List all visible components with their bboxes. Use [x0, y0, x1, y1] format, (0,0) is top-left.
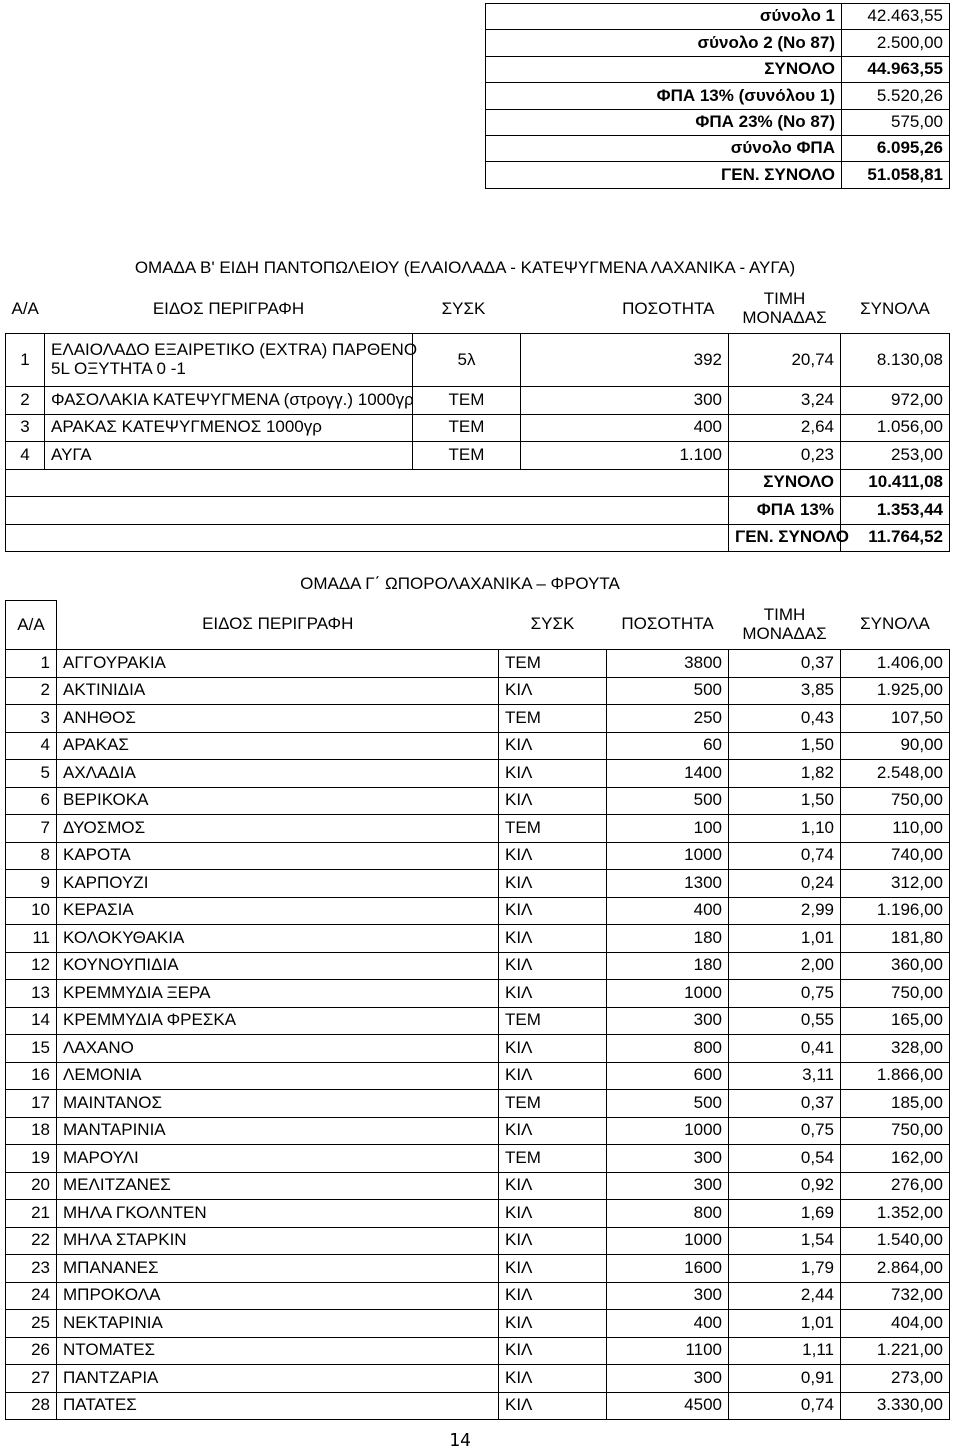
row-index: 1: [6, 334, 45, 387]
row-description: ΒΕΡΙΚΟΚΑ: [57, 787, 499, 815]
row-unit-price: 0,92: [729, 1172, 841, 1200]
row-index: 13: [6, 980, 57, 1008]
row-description: ΚΟΛΟΚΥΘΑΚΙΑ: [57, 925, 499, 953]
row-unit: ΚΙΛ: [499, 925, 607, 953]
totals-value: 1.353,44: [841, 497, 950, 525]
group-g-title: ΟΜΑΔΑ Γ΄ ΩΠΟΡΟΛΑΧΑΝΙΚΑ – ΦΡΟΥΤΑ: [300, 574, 620, 593]
row-unit-price: 1,50: [729, 732, 841, 760]
totals-value: 10.411,08: [841, 469, 950, 497]
row-index: 21: [6, 1200, 57, 1228]
table-row: [6, 677, 950, 705]
row-index: 10: [6, 897, 57, 925]
row-unit: ΚΙΛ: [499, 760, 607, 788]
row-quantity: 500: [607, 677, 729, 705]
row-quantity: 400: [521, 414, 729, 442]
row-description: ΜΑΡΟΥΛΙ: [57, 1145, 499, 1173]
row-unit: ΤΕΜ: [499, 650, 607, 678]
row-unit: ΚΙΛ: [499, 1172, 607, 1200]
page-number: 14: [449, 1430, 471, 1451]
row-unit-price: 1,11: [729, 1337, 841, 1365]
header-total: ΣΥΝΟΛΑ: [860, 614, 930, 634]
row-unit: ΚΙΛ: [499, 1255, 607, 1283]
header-price-line2: ΜΟΝΑΔΑΣ: [742, 308, 827, 327]
row-index: 3: [6, 705, 57, 733]
totals-row: [6, 469, 950, 497]
row-description: ΜΕΛΙΤΖΑΝΕΣ: [57, 1172, 499, 1200]
row-unit: ΚΙΛ: [499, 1392, 607, 1420]
summary-value: 51.058,81: [842, 162, 950, 188]
row-index: 2: [6, 677, 57, 705]
summary-label: ΦΠΑ 23% (Νο 87): [486, 109, 842, 135]
table-row: [6, 1227, 950, 1255]
row-description: ΜΗΛΑ ΣΤΑΡΚΙΝ: [57, 1227, 499, 1255]
row-description: ΔΥΟΣΜΟΣ: [57, 815, 499, 843]
row-quantity: 800: [607, 1035, 729, 1063]
row-total: 1.866,00: [841, 1062, 950, 1090]
row-unit-price: 0,74: [729, 842, 841, 870]
row-description: ΚΕΡΑΣΙΑ: [57, 897, 499, 925]
totals-row: [6, 524, 950, 552]
row-index: 4: [6, 442, 45, 470]
row-index: 11: [6, 925, 57, 953]
row-unit: ΚΙΛ: [499, 1282, 607, 1310]
summary-row: [486, 109, 950, 135]
row-index: 18: [6, 1117, 57, 1145]
header-price-line2: ΜΟΝΑΔΑΣ: [742, 623, 827, 643]
top-summary-table: [485, 3, 950, 189]
summary-value: 42.463,55: [842, 4, 950, 30]
summary-label: σύνολο 1: [486, 4, 842, 30]
row-quantity: 1000: [607, 1117, 729, 1145]
row-description: ΑΥΓΑ: [45, 442, 413, 470]
table-row: [6, 1062, 950, 1090]
row-unit: ΤΕΜ: [499, 815, 607, 843]
row-unit-price: 3,24: [729, 387, 841, 415]
row-index: 8: [6, 842, 57, 870]
row-total: 90,00: [841, 732, 950, 760]
totals-empty: [6, 524, 729, 552]
table-row: [6, 1255, 950, 1283]
row-total: 972,00: [841, 387, 950, 415]
row-index: 14: [6, 1007, 57, 1035]
table-row: [6, 787, 950, 815]
group-b-table: [5, 285, 950, 552]
row-unit-price: 0,37: [729, 1090, 841, 1118]
row-description: ΠΑΤΑΤΕΣ: [57, 1392, 499, 1420]
table-row: [6, 732, 950, 760]
table-row: [6, 1172, 950, 1200]
row-description: ΛΕΜΟΝΙΑ: [57, 1062, 499, 1090]
row-description: ΝΕΚΤΑΡΙΝΙΑ: [57, 1310, 499, 1338]
row-index: 2: [6, 387, 45, 415]
header-price: [729, 601, 841, 650]
row-total: 110,00: [841, 815, 950, 843]
row-unit: ΤΕΜ: [413, 387, 521, 415]
table-row: [6, 387, 950, 415]
row-description: ΑΝΗΘΟΣ: [57, 705, 499, 733]
row-index: 17: [6, 1090, 57, 1118]
row-unit-price: 3,85: [729, 677, 841, 705]
row-unit-price: 2,44: [729, 1282, 841, 1310]
row-total: 1.352,00: [841, 1200, 950, 1228]
row-index: 7: [6, 815, 57, 843]
row-total: 750,00: [841, 1117, 950, 1145]
row-unit: ΚΙΛ: [499, 1062, 607, 1090]
header-aa: Α/Α: [6, 601, 57, 650]
row-quantity: 1400: [607, 760, 729, 788]
row-total: 328,00: [841, 1035, 950, 1063]
row-quantity: 1300: [607, 870, 729, 898]
table-row: [6, 815, 950, 843]
row-unit: ΚΙΛ: [499, 787, 607, 815]
row-index: 24: [6, 1282, 57, 1310]
header-unit: ΣΥΣΚ: [530, 614, 575, 634]
row-unit-price: 0,24: [729, 870, 841, 898]
row-unit-price: 0,55: [729, 1007, 841, 1035]
row-total: 1.925,00: [841, 677, 950, 705]
row-unit: ΚΙΛ: [499, 980, 607, 1008]
header-price-line1: ΤΙΜΗ: [763, 605, 806, 625]
row-unit: ΚΙΛ: [499, 677, 607, 705]
row-unit: 5λ: [413, 334, 521, 387]
totals-row: [6, 497, 950, 525]
row-total: 2.864,00: [841, 1255, 950, 1283]
table-row: [6, 1035, 950, 1063]
row-unit-price: 1,50: [729, 787, 841, 815]
row-total: 1.221,00: [841, 1337, 950, 1365]
row-description: ΚΑΡΠΟΥΖΙ: [57, 870, 499, 898]
header-unit: ΣΥΣΚ: [441, 298, 486, 318]
summary-row: [486, 162, 950, 188]
row-quantity: 300: [607, 1007, 729, 1035]
row-unit: ΤΕΜ: [499, 1145, 607, 1173]
row-unit-price: 0,74: [729, 1392, 841, 1420]
row-quantity: 1100: [607, 1337, 729, 1365]
row-description: ΑΡΑΚΑΣ ΚΑΤΕΨΥΓΜΕΝΟΣ 1000γρ: [45, 414, 413, 442]
row-description: ΑΚΤΙΝΙΔΙΑ: [57, 677, 499, 705]
row-quantity: 4500: [607, 1392, 729, 1420]
row-index: 5: [6, 760, 57, 788]
row-description: [45, 334, 418, 387]
row-quantity: 500: [607, 787, 729, 815]
summary-row: [486, 4, 950, 30]
row-quantity: 392: [521, 334, 729, 387]
row-unit: ΚΙΛ: [499, 1310, 607, 1338]
row-index: 4: [6, 732, 57, 760]
row-unit: ΚΙΛ: [499, 1200, 607, 1228]
group-g-table: [5, 600, 950, 1420]
totals-empty: [6, 497, 729, 525]
row-quantity: 1000: [607, 842, 729, 870]
summary-value: 575,00: [842, 109, 950, 135]
row-total: 732,00: [841, 1282, 950, 1310]
row-unit-price: 1,10: [729, 815, 841, 843]
row-quantity: 3800: [607, 650, 729, 678]
row-quantity: 400: [607, 897, 729, 925]
row-quantity: 400: [607, 1310, 729, 1338]
row-unit-price: 1,01: [729, 925, 841, 953]
row-index: 26: [6, 1337, 57, 1365]
group-b-title: ΟΜΑΔΑ Β' ΕΙΔΗ ΠΑΝΤΟΠΩΛΕΙΟΥ (ΕΛΑΙΟΛΑΔΑ - ΚΑΤΕΨΥΓΜΕΝΑ ΛΑΧΑΝΙΚΑ - ΑΥΓΑ): [134, 258, 796, 277]
row-unit-price: 1,79: [729, 1255, 841, 1283]
totals-empty: [6, 469, 729, 497]
row-total: 1.540,00: [841, 1227, 950, 1255]
row-total: 1.196,00: [841, 897, 950, 925]
row-unit: ΚΙΛ: [499, 732, 607, 760]
row-unit: ΚΙΛ: [499, 1365, 607, 1393]
row-index: 6: [6, 787, 57, 815]
row-unit-price: 0,41: [729, 1035, 841, 1063]
summary-value: 5.520,26: [842, 83, 950, 109]
row-index: 15: [6, 1035, 57, 1063]
table-row: [6, 1090, 950, 1118]
row-description: ΚΑΡΟΤΑ: [57, 842, 499, 870]
row-unit-price: 0,23: [729, 442, 841, 470]
row-total: 253,00: [841, 442, 950, 470]
row-description-line1: ΕΛΑΙΟΛΑΔΟ ΕΞΑΙΡΕΤΙΚΟ (EXTRA) ΠΑΡΘΕΝΟ: [51, 340, 418, 360]
table-row: [6, 980, 950, 1008]
row-unit-price: 20,74: [729, 334, 841, 387]
table-row: [6, 1337, 950, 1365]
row-quantity: 60: [607, 732, 729, 760]
row-total: 1.056,00: [841, 414, 950, 442]
row-quantity: 300: [607, 1145, 729, 1173]
summary-row: [486, 135, 950, 161]
row-unit-price: 0,54: [729, 1145, 841, 1173]
row-total: 740,00: [841, 842, 950, 870]
table-row: [6, 870, 950, 898]
summary-value: 2.500,00: [842, 30, 950, 56]
row-description: ΠΑΝΤΖΑΡΙΑ: [57, 1365, 499, 1393]
row-index: 27: [6, 1365, 57, 1393]
table-row: [6, 1282, 950, 1310]
totals-label: ΓΕΝ. ΣΥΝΟΛΟ: [729, 524, 841, 552]
row-quantity: 250: [607, 705, 729, 733]
row-description: ΛΑΧΑΝΟ: [57, 1035, 499, 1063]
row-total: 312,00: [841, 870, 950, 898]
row-description: ΜΠΡΟΚΟΛΑ: [57, 1282, 499, 1310]
row-quantity: 300: [607, 1365, 729, 1393]
row-unit: ΚΙΛ: [499, 1227, 607, 1255]
row-unit-price: 3,11: [729, 1062, 841, 1090]
table-row: [6, 1392, 950, 1420]
table-row: [6, 842, 950, 870]
row-quantity: 800: [607, 1200, 729, 1228]
table-row: [6, 334, 950, 387]
row-unit-price: 1,54: [729, 1227, 841, 1255]
row-unit-price: 0,91: [729, 1365, 841, 1393]
row-total: 162,00: [841, 1145, 950, 1173]
row-unit-price: 1,01: [729, 1310, 841, 1338]
row-total: 276,00: [841, 1172, 950, 1200]
row-unit: ΚΙΛ: [499, 952, 607, 980]
row-quantity: 1000: [607, 1227, 729, 1255]
row-unit-price: 0,37: [729, 650, 841, 678]
table-row: [6, 650, 950, 678]
row-total: 1.406,00: [841, 650, 950, 678]
row-index: 23: [6, 1255, 57, 1283]
table-row: [6, 897, 950, 925]
row-index: 19: [6, 1145, 57, 1173]
header-price: [729, 285, 841, 334]
header-qty: ΠΟΣΟΤΗΤΑ: [622, 298, 715, 318]
table-row: [6, 760, 950, 788]
summary-label: ΓΕΝ. ΣΥΝΟΛΟ: [486, 162, 842, 188]
row-unit-price: 2,64: [729, 414, 841, 442]
row-description: ΚΡΕΜΜΥΔΙΑ ΦΡΕΣΚΑ: [57, 1007, 499, 1035]
header-aa: Α/Α: [11, 298, 39, 318]
row-index: 22: [6, 1227, 57, 1255]
summary-label: ΣΥΝΟΛΟ: [486, 56, 842, 82]
row-unit-price: 2,99: [729, 897, 841, 925]
row-quantity: 1.100: [521, 442, 729, 470]
totals-label: ΦΠΑ 13%: [729, 497, 841, 525]
row-quantity: 300: [521, 387, 729, 415]
row-unit-price: 0,43: [729, 705, 841, 733]
header-total: ΣΥΝΟΛΑ: [860, 298, 930, 318]
row-unit: ΤΕΜ: [499, 705, 607, 733]
row-index: 25: [6, 1310, 57, 1338]
row-description: ΜΠΑΝΑΝΕΣ: [57, 1255, 499, 1283]
table-row: [6, 1310, 950, 1338]
row-total: 8.130,08: [841, 334, 950, 387]
row-unit: ΤΕΜ: [499, 1007, 607, 1035]
header-price-line1: ΤΙΜΗ: [763, 289, 806, 309]
row-unit-price: 0,75: [729, 1117, 841, 1145]
table-row: [6, 1117, 950, 1145]
summary-label: σύνολο ΦΠΑ: [486, 135, 842, 161]
group-b-header-row: [6, 285, 950, 334]
table-row: [6, 442, 950, 470]
summary-value: 44.963,55: [842, 56, 950, 82]
header-desc: ΕΙΔΟΣ ΠΕΡΙΓΡΑΦΗ: [202, 614, 354, 634]
row-total: 2.548,00: [841, 760, 950, 788]
row-total: 273,00: [841, 1365, 950, 1393]
totals-value: 11.764,52: [841, 524, 950, 552]
row-total: 404,00: [841, 1310, 950, 1338]
row-quantity: 300: [607, 1282, 729, 1310]
row-description: ΜΑΙΝΤΑΝΟΣ: [57, 1090, 499, 1118]
header-qty: ΠΟΣΟΤΗΤΑ: [621, 614, 714, 634]
row-description: ΝΤΟΜΑΤΕΣ: [57, 1337, 499, 1365]
row-description: ΑΧΛΑΔΙΑ: [57, 760, 499, 788]
row-unit-price: 1,82: [729, 760, 841, 788]
row-description: ΜΗΛΑ ΓΚΟΛΝΤΕΝ: [57, 1200, 499, 1228]
summary-label: ΦΠΑ 13% (συνόλου 1): [486, 83, 842, 109]
header-desc: ΕΙΔΟΣ ΠΕΡΙΓΡΑΦΗ: [152, 298, 305, 318]
row-index: 12: [6, 952, 57, 980]
row-description-line2: 5L ΟΞΥΤΗΤΑ 0 -1: [51, 359, 186, 378]
row-quantity: 1600: [607, 1255, 729, 1283]
row-total: 360,00: [841, 952, 950, 980]
row-unit: ΤΕΜ: [413, 414, 521, 442]
summary-row: [486, 83, 950, 109]
table-row: [6, 1200, 950, 1228]
row-quantity: 1000: [607, 980, 729, 1008]
row-total: 750,00: [841, 787, 950, 815]
row-index: 1: [6, 650, 57, 678]
row-unit-price: 2,00: [729, 952, 841, 980]
table-row: [6, 1365, 950, 1393]
row-quantity: 300: [607, 1172, 729, 1200]
row-index: 16: [6, 1062, 57, 1090]
row-quantity: 180: [607, 925, 729, 953]
row-quantity: 600: [607, 1062, 729, 1090]
row-total: 107,50: [841, 705, 950, 733]
row-total: 181,80: [841, 925, 950, 953]
row-quantity: 500: [607, 1090, 729, 1118]
row-unit: ΚΙΛ: [499, 897, 607, 925]
table-row: [6, 705, 950, 733]
table-row: [6, 1007, 950, 1035]
row-description: ΦΑΣΟΛΑΚΙΑ ΚΑΤΕΨΥΓΜΕΝΑ (στρογγ.) 1000γρ: [45, 387, 413, 415]
row-index: 9: [6, 870, 57, 898]
row-unit: ΚΙΛ: [499, 1035, 607, 1063]
row-index: 20: [6, 1172, 57, 1200]
row-unit-price: 0,75: [729, 980, 841, 1008]
summary-value: 6.095,26: [842, 135, 950, 161]
row-quantity: 100: [607, 815, 729, 843]
row-description: ΑΓΓΟΥΡΑΚΙΑ: [57, 650, 499, 678]
row-description: ΜΑΝΤΑΡΙΝΙΑ: [57, 1117, 499, 1145]
row-unit: ΚΙΛ: [499, 1117, 607, 1145]
row-unit: ΤΕΜ: [413, 442, 521, 470]
row-unit: ΤΕΜ: [499, 1090, 607, 1118]
row-total: 185,00: [841, 1090, 950, 1118]
table-row: [6, 952, 950, 980]
row-unit: ΚΙΛ: [499, 870, 607, 898]
group-g-header-row: [6, 601, 950, 650]
summary-row: [486, 30, 950, 56]
row-quantity: 180: [607, 952, 729, 980]
summary-label: σύνολο 2 (Νο 87): [486, 30, 842, 56]
row-total: 750,00: [841, 980, 950, 1008]
table-row: [6, 414, 950, 442]
totals-label: ΣΥΝΟΛΟ: [729, 469, 841, 497]
table-row: [6, 925, 950, 953]
row-index: 28: [6, 1392, 57, 1420]
row-unit: ΚΙΛ: [499, 842, 607, 870]
row-total: 3.330,00: [841, 1392, 950, 1420]
table-row: [6, 1145, 950, 1173]
row-description: ΚΡΕΜΜΥΔΙΑ ΞΕΡΑ: [57, 980, 499, 1008]
row-description: ΚΟΥΝΟΥΠΙΔΙΑ: [57, 952, 499, 980]
row-index: 3: [6, 414, 45, 442]
row-unit: ΚΙΛ: [499, 1337, 607, 1365]
row-unit-price: 1,69: [729, 1200, 841, 1228]
row-description: ΑΡΑΚΑΣ: [57, 732, 499, 760]
row-total: 165,00: [841, 1007, 950, 1035]
summary-row: [486, 56, 950, 82]
